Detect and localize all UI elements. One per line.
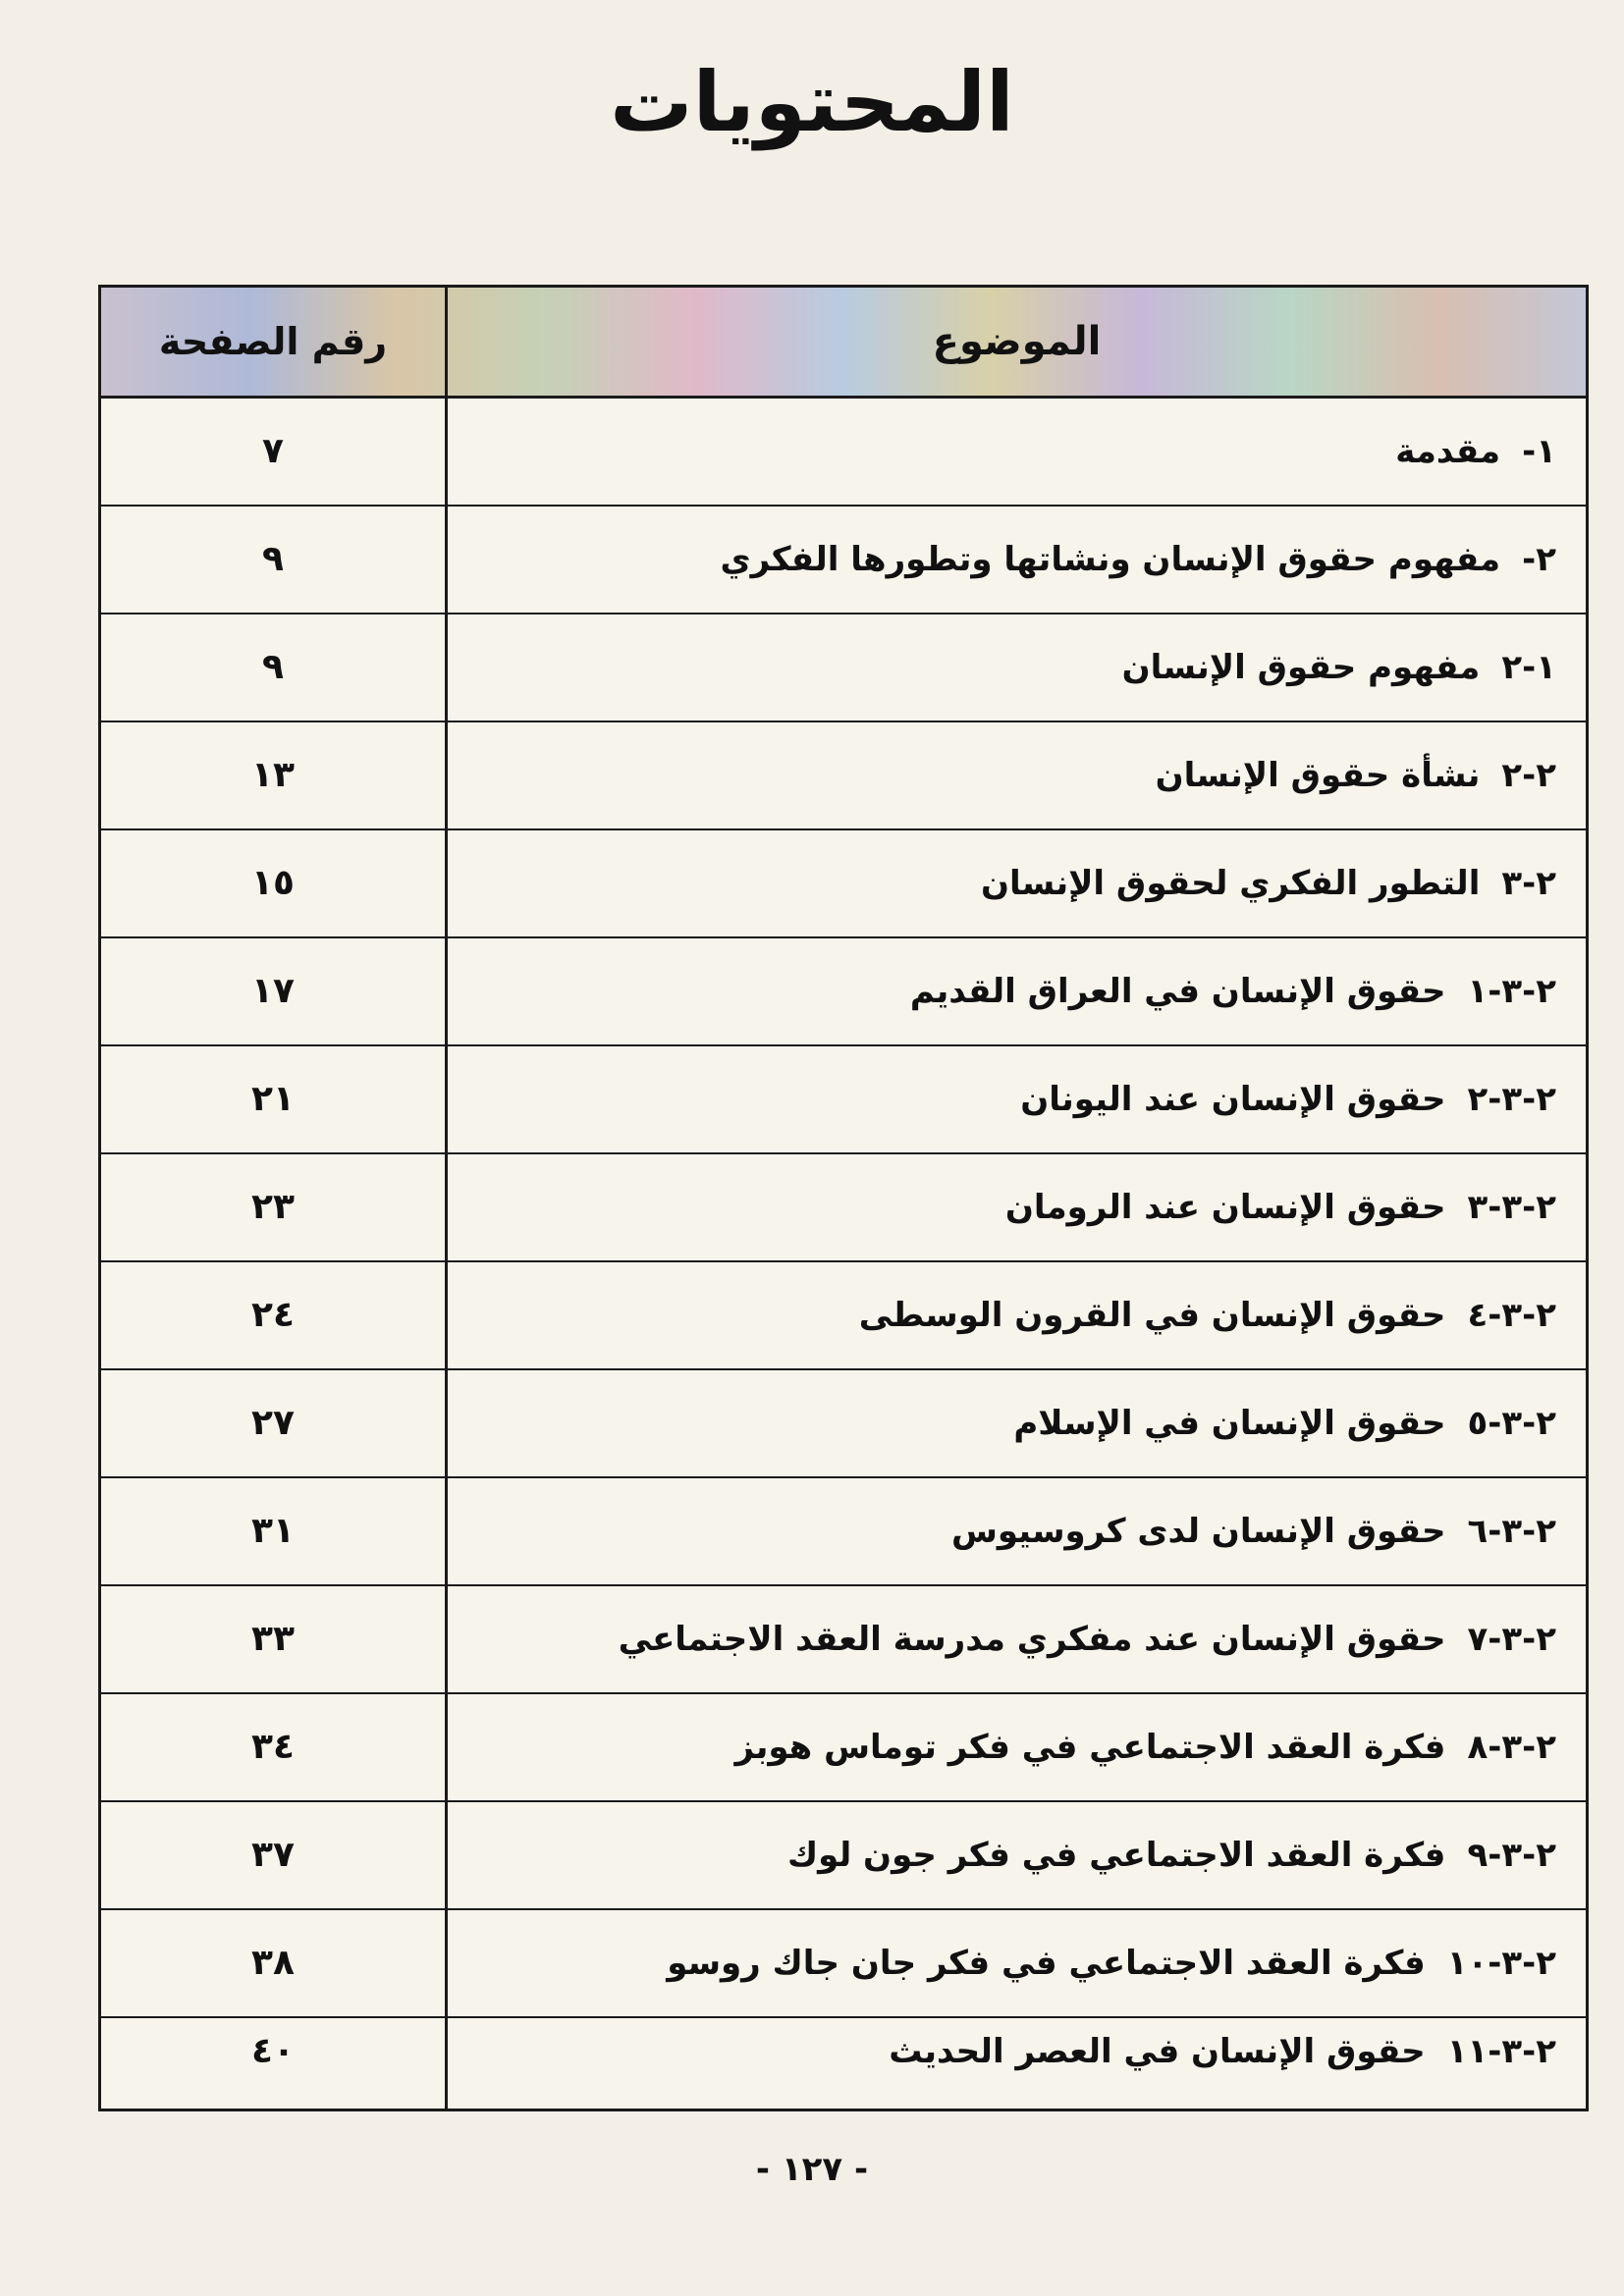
table-row	[101, 1478, 1586, 1586]
row-page: ٢٧	[251, 1403, 295, 1443]
page-number: - ١٢٧ -	[755, 2150, 869, 2189]
row-page: ٢٤	[251, 1295, 295, 1335]
row-topic: فكرة العقد الاجتماعي في فكر جون لوك	[786, 1836, 1446, 1875]
row-number: ٢-٣-٣	[1467, 1188, 1556, 1227]
table-row	[101, 399, 1586, 507]
row-topic: فكرة العقد الاجتماعي في فكر جان جاك روسو	[667, 1944, 1426, 1983]
table-row	[101, 1370, 1586, 1478]
row-number: ٢-٣-٥	[1467, 1404, 1556, 1443]
row-page: ٣١	[251, 1511, 295, 1551]
row-topic: حقوق الإنسان في العراق القديم	[909, 972, 1446, 1011]
table-row	[101, 1802, 1586, 1910]
row-number: ٢-٣	[1501, 864, 1556, 903]
row-page: ٣٣	[251, 1619, 295, 1659]
row-topic: فكرة العقد الاجتماعي في فكر توماس هوبز	[734, 1728, 1446, 1767]
row-page: ٧	[262, 431, 284, 471]
table-row	[101, 507, 1586, 614]
row-page: ٣٨	[251, 1943, 295, 1983]
row-topic: مفهوم حقوق الإنسان ونشاتها وتطورها الفكري	[720, 540, 1501, 579]
row-number: ٢-٣-٢	[1467, 1080, 1556, 1119]
row-topic: مفهوم حقوق الإنسان	[1121, 648, 1481, 687]
row-page: ٤٠	[251, 2031, 295, 2071]
table-row	[101, 1262, 1586, 1370]
row-topic: نشأة حقوق الإنسان	[1155, 756, 1481, 795]
table-row	[101, 1046, 1586, 1154]
row-topic: حقوق الإنسان في الإسلام	[1013, 1404, 1446, 1443]
row-page: ٢٣	[251, 1187, 295, 1227]
row-topic: مقدمة	[1395, 432, 1501, 471]
row-number: ٢-٣-٧	[1467, 1620, 1556, 1659]
row-page: ٢١	[251, 1079, 295, 1119]
row-topic: حقوق الإنسان عند مفكري مدرسة العقد الاجتماعي	[618, 1620, 1446, 1659]
row-page: ١٥	[251, 863, 295, 903]
row-number: ١-٢	[1501, 648, 1556, 687]
table-row	[101, 722, 1586, 830]
row-number: ٢-٣-٨	[1467, 1728, 1556, 1767]
row-page: ١٣	[251, 755, 295, 795]
table-row	[101, 1154, 1586, 1262]
row-topic: حقوق الإنسان عند الرومان	[1004, 1188, 1446, 1227]
row-number: ٢-٢	[1501, 756, 1556, 795]
row-page: ٣٧	[251, 1835, 295, 1875]
row-number: ٢-٣-٦	[1467, 1512, 1556, 1551]
row-topic: حقوق الإنسان عند اليونان	[1020, 1080, 1446, 1119]
row-page: ٣٤	[251, 1727, 295, 1767]
table-row	[101, 938, 1586, 1046]
row-number: ٢-	[1522, 540, 1556, 579]
table-row	[101, 1999, 1586, 2105]
table-header	[101, 288, 1586, 399]
row-number: ٢-٣-٤	[1467, 1296, 1556, 1335]
contents-table	[98, 285, 1589, 2111]
table-row	[101, 830, 1586, 938]
row-number: ١-	[1522, 432, 1556, 471]
row-topic: حقوق الإنسان في العصر الحديث	[889, 2032, 1426, 2071]
row-page: ١٧	[251, 971, 295, 1011]
column-divider	[445, 288, 448, 2109]
row-page: ٩	[262, 539, 284, 579]
row-page: ٩	[262, 647, 284, 687]
row-topic: التطور الفكري لحقوق الإنسان	[980, 864, 1481, 903]
row-topic: حقوق الإنسان في القرون الوسطى	[858, 1296, 1446, 1335]
row-number: ٢-٣-١٠	[1446, 1944, 1556, 1983]
row-number: ٢-٣-١	[1467, 972, 1556, 1011]
row-topic: حقوق الإنسان لدى كروسيوس	[950, 1512, 1446, 1551]
page-title: المحتويات	[610, 54, 1014, 150]
row-number: ٢-٣-٩	[1467, 1836, 1556, 1875]
table-row	[101, 1586, 1586, 1694]
row-number: ٢-٣-١١	[1446, 2032, 1556, 2071]
table-row	[101, 1694, 1586, 1802]
table-row	[101, 614, 1586, 722]
topic-column-header: الموضوع	[932, 319, 1102, 364]
page-column-header: رقم الصفحة	[158, 320, 388, 363]
